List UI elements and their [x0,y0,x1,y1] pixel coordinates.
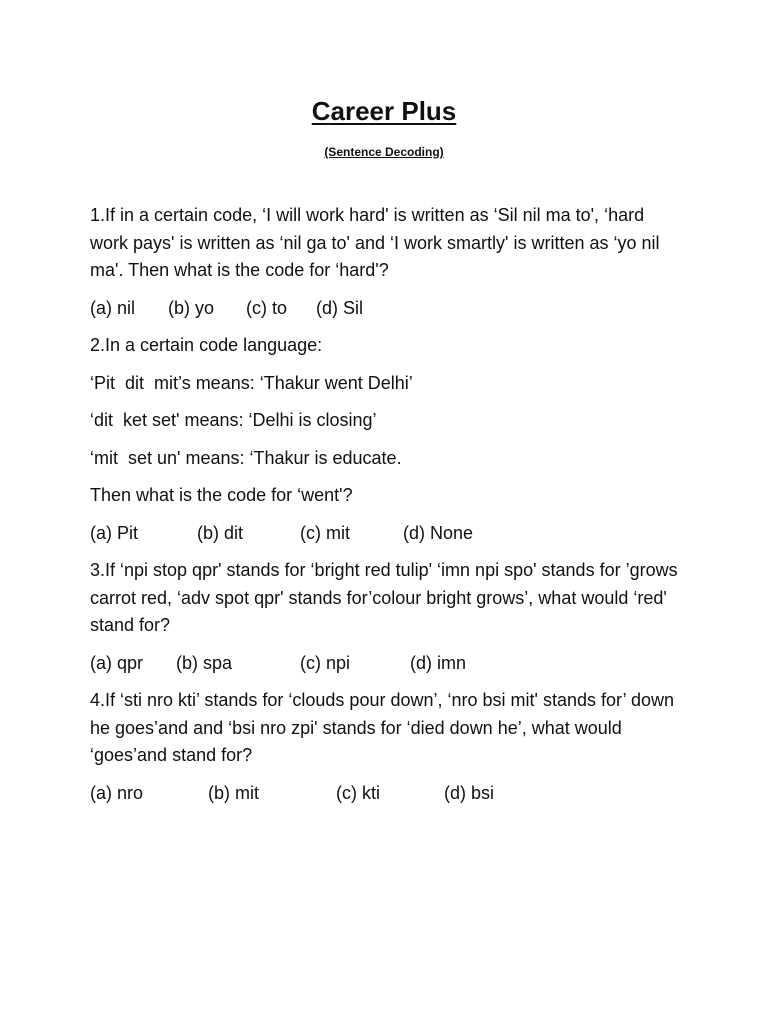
question-3-option-d: (d) imn [410,652,467,673]
question-3-option-c: (c) npi [300,652,351,673]
question-1-option-c: (c) to [246,297,288,318]
question-1-text: 1.If in a certain code, ‘I will work hard' is written as ‘Sil nil ma to', ‘hard work pays' is written as ‘nil ga to' and ‘I work smartly' is written as ‘yo nil ma'. Then what is the code for ‘hard'? [90,205,660,280]
question-4-option-a: (a) nro [90,782,144,803]
question-3-option-b: (b) spa [176,652,233,673]
question-4-option-b: (b) mit [208,782,259,803]
page-subtitle: (Sentence Decoding) [324,145,444,159]
question-list [90,202,680,817]
question-2-option-a: (a) Pit [90,522,139,543]
page-title: Career Plus [311,96,457,126]
question-2-line-3: ‘mit set un' means: ‘Thakur is educate. [90,447,402,468]
question-1-option-b: (b) yo [168,297,215,318]
question-2-question: Then what is the code for ‘went'? [90,485,353,505]
question-2-intro: 2.In a certain code language: [90,335,323,355]
question-4-text: 4.If ‘sti nro kti’ stands for ‘clouds pour down’, ‘nro bsi mit' stands for’ down he goes’and and ‘bsi nro zpi' stands for ‘died down he’, what would ‘goes’and stand for? [90,690,675,765]
question-4-options [90,780,680,808]
question-2-option-c: (c) mit [300,522,350,543]
question-2-option-d: (d) None [403,522,474,543]
question-3-text: 3.If ‘npi stop qpr' stands for ‘bright red tulip' ‘imn npi spo' stands for ’grows carrot red, ‘adv spot qpr' stands for’colour bright grows’, what would ‘red' stand for? [90,560,678,635]
question-2-line-2: ‘dit ket set' means: ‘Delhi is closing’ [90,410,377,430]
question-4-option-d: (d) bsi [444,782,495,803]
question-3-options [90,650,680,678]
question-1-option-d: (d) Sil [316,297,364,318]
question-3-option-a: (a) qpr [90,652,144,673]
question-2-option-b: (b) dit [197,522,244,543]
question-1-option-a: (a) nil [90,297,136,318]
question-2-line-1: ‘Pit dit mit’s means: ‘Thakur went Delhi’ [90,372,413,393]
question-1-options [90,295,680,323]
question-4-option-c: (c) kti [336,782,380,803]
question-2-options [90,520,680,548]
